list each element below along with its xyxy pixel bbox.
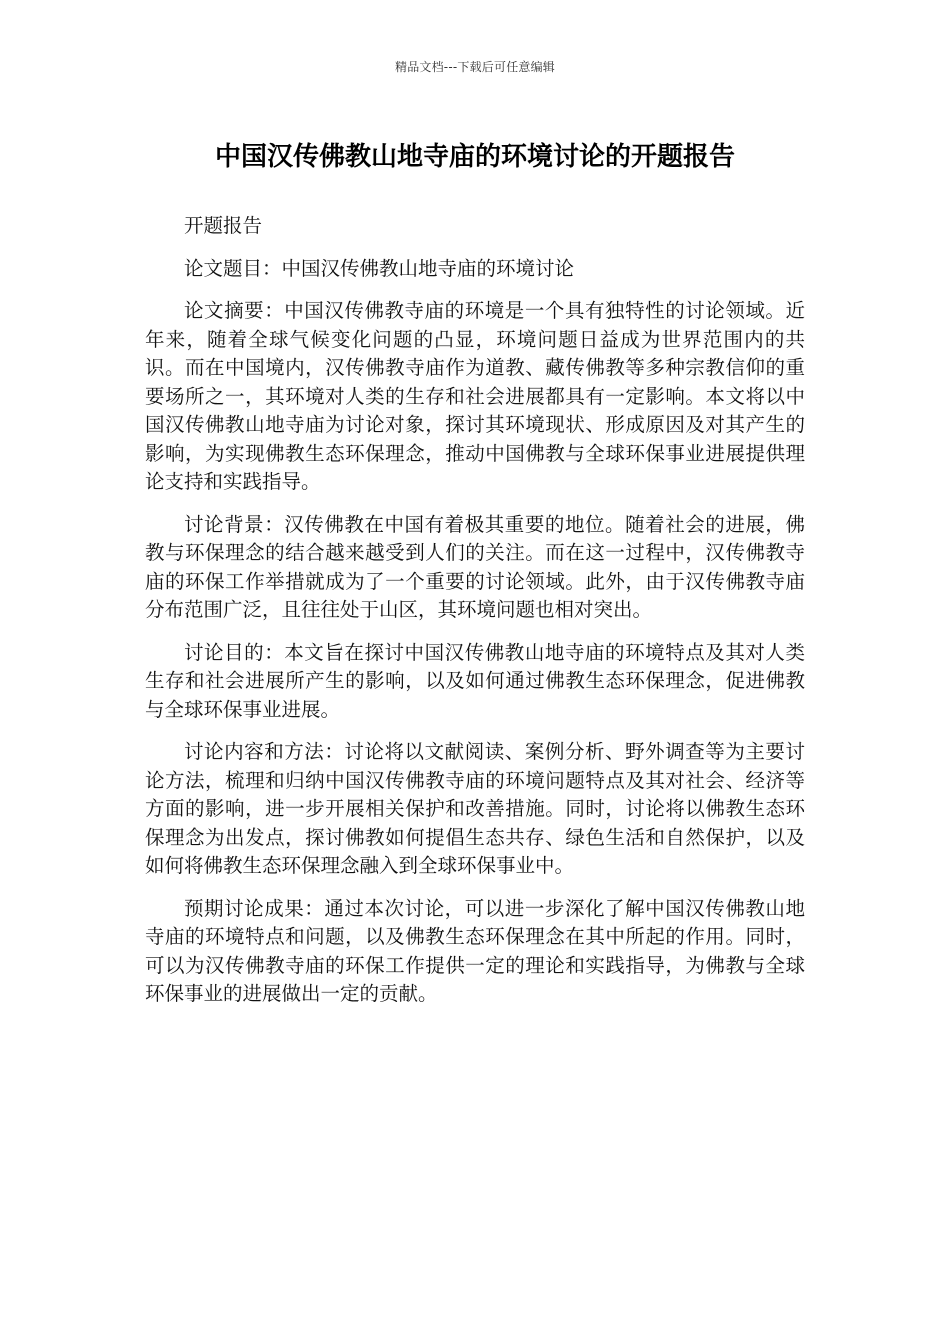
paragraph-abstract: 论文摘要：中国汉传佛教寺庙的环境是一个具有独特性的讨论领域。近年来，随着全球气候变化问题的凸显，环境问题日益成为世界范围内的共识。而在中国境内，汉传佛教寺庙作为道教、藏传佛教等多种宗教信仰的重要场所之一，其环境对人类的生存和社会进展都具有一定影响。本文将以中国汉传佛教山地寺庙为讨论对象，探讨其环境现状、形成原因及对其产生的影响，为实现佛教生态环保理念，推动中国佛教与全球环保事业进展提供理论支持和实践指导。 xyxy=(145,299,805,493)
document-body xyxy=(145,212,805,1023)
paragraph-background: 讨论背景：汉传佛教在中国有着极其重要的地位。随着社会的进展，佛教与环保理念的结合越来越受到人们的关注。而在这一过程中，汉传佛教寺庙的环保工作举措就成为了一个重要的讨论领域。此外，由于汉传佛教寺庙分布范围广泛，且往往处于山区，其环境问题也相对突出。 xyxy=(145,512,805,621)
header-note: 精品文档---下载后可任意编辑 xyxy=(395,60,555,74)
paragraph-expected-results: 预期讨论成果：通过本次讨论，可以进一步深化了解中国汉传佛教山地寺庙的环境特点和问题，以及佛教生态环保理念在其中所起的作用。同时，可以为汉传佛教寺庙的环保工作提供一定的理论和实践指导，为佛教与全球环保事业的进展做出一定的贡献。 xyxy=(145,896,805,1005)
document-title: 中国汉传佛教山地寺庙的环境讨论的开题报告 xyxy=(214,142,735,172)
paragraph-purpose: 讨论目的：本文旨在探讨中国汉传佛教山地寺庙的环境特点及其对人类生存和社会进展所产生的影响，以及如何通过佛教生态环保理念，促进佛教与全球环保事业进展。 xyxy=(145,640,805,721)
paragraph-thesis-title: 论文题目：中国汉传佛教山地寺庙的环境讨论 xyxy=(184,256,575,280)
paragraph-content-methods: 讨论内容和方法：讨论将以文献阅读、案例分析、野外调查等为主要讨论方法，梳理和归纳中国汉传佛教寺庙的环境问题特点及其对社会、经济等方面的影响，进一步开展相关保护和改善措施。同时，讨论将以佛教生态环保理念为出发点，探讨佛教如何提倡生态共存、绿色生活和自然保护，以及如何将佛教生态环保理念融入到全球环保事业中。 xyxy=(145,740,805,877)
paragraph-report-label: 开题报告 xyxy=(184,214,263,237)
